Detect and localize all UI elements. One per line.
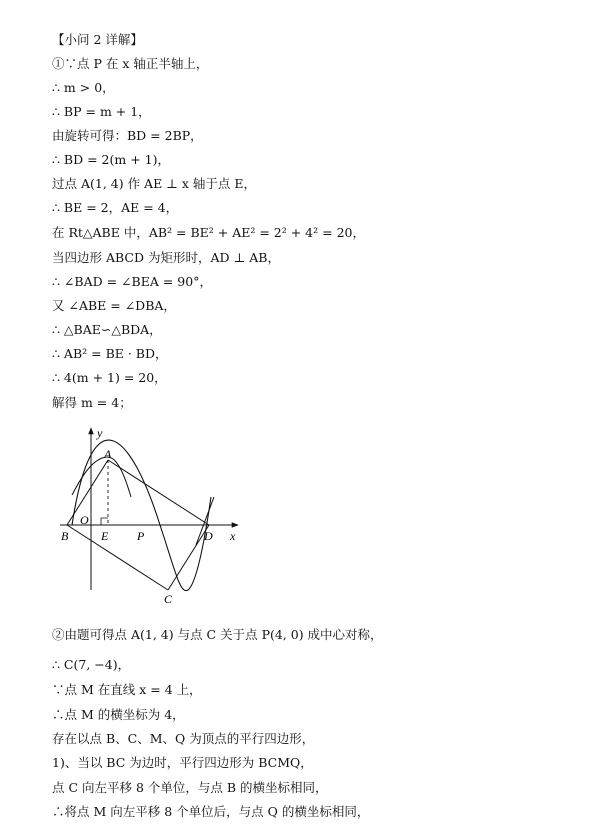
- solution-line: 点 C 向左平移 8 个单位，与点 B 的横坐标相同，: [52, 780, 328, 795]
- segment-AD: [108, 460, 209, 525]
- segment-DC: [168, 525, 209, 590]
- solution-line: ∴ BD = 2(m + 1)，: [52, 152, 170, 167]
- solution-line: ①∵点 P 在 x 轴正半轴上，: [52, 56, 209, 71]
- solution-line: ∴ m > 0，: [52, 80, 115, 95]
- label-D: D: [204, 529, 213, 543]
- solution-line: 当四边形 ABCD 为矩形时，AD ⊥ AB，: [52, 250, 280, 265]
- solution-line: 解得 m = 4；: [52, 395, 132, 410]
- parabola-curve: [72, 440, 211, 591]
- solution-line: 由旋转可得：BD = 2BP，: [52, 128, 203, 143]
- label-P: P: [137, 529, 145, 543]
- label-A: A: [104, 447, 112, 461]
- solution-line: ∴ BE = 2，AE = 4，: [52, 200, 179, 215]
- solution-line: ∴将点 M 向左平移 8 个单位后，与点 Q 的横坐标相同，: [52, 804, 370, 819]
- solution-line: ∴点 M 的横坐标为 4，: [52, 707, 185, 722]
- solution-line: 在 Rt△ABE 中，AB² = BE² + AE² = 2² + 4² = 20，: [52, 225, 365, 240]
- label-x: x: [230, 529, 236, 543]
- label-y: y: [97, 426, 103, 440]
- solution-line: ∴ △BAE∽△BDA，: [52, 322, 162, 337]
- label-C: C: [164, 592, 173, 606]
- segment-CB: [67, 525, 168, 590]
- right-angle-mark: [101, 518, 108, 525]
- solution-line: ∴ 4(m + 1) = 20，: [52, 370, 167, 385]
- solution-line: 存在以点 B、C、M、Q 为顶点的平行四边形，: [52, 731, 315, 746]
- label-B: B: [61, 529, 69, 543]
- solution-line: ∴ C(7, −4)，: [52, 657, 131, 672]
- solution-line: 过点 A(1, 4) 作 AE ⊥ x 轴于点 E，: [52, 176, 257, 191]
- solution-line: ②由题可得点 A(1, 4) 与点 C 关于点 P(4, 0) 成中心对称，: [52, 627, 383, 642]
- label-E: E: [101, 529, 109, 543]
- secondary-curve: [72, 457, 131, 497]
- solution-line: 1)、当以 BC 为边时，平行四边形为 BCMQ，: [52, 755, 313, 770]
- solution-line: ∴ AB² = BE · BD，: [52, 346, 168, 361]
- solution-line: ∵点 M 在直线 x = 4 上，: [52, 682, 202, 697]
- section-header: 【小问 2 详解】: [52, 32, 143, 47]
- solution-line: 又 ∠ABE = ∠DBA，: [52, 298, 176, 313]
- label-O: O: [80, 513, 89, 527]
- solution-line: ∴ BP = m + 1，: [52, 104, 151, 119]
- solution-line: ∴ ∠BAD = ∠BEA = 90°，: [52, 274, 212, 289]
